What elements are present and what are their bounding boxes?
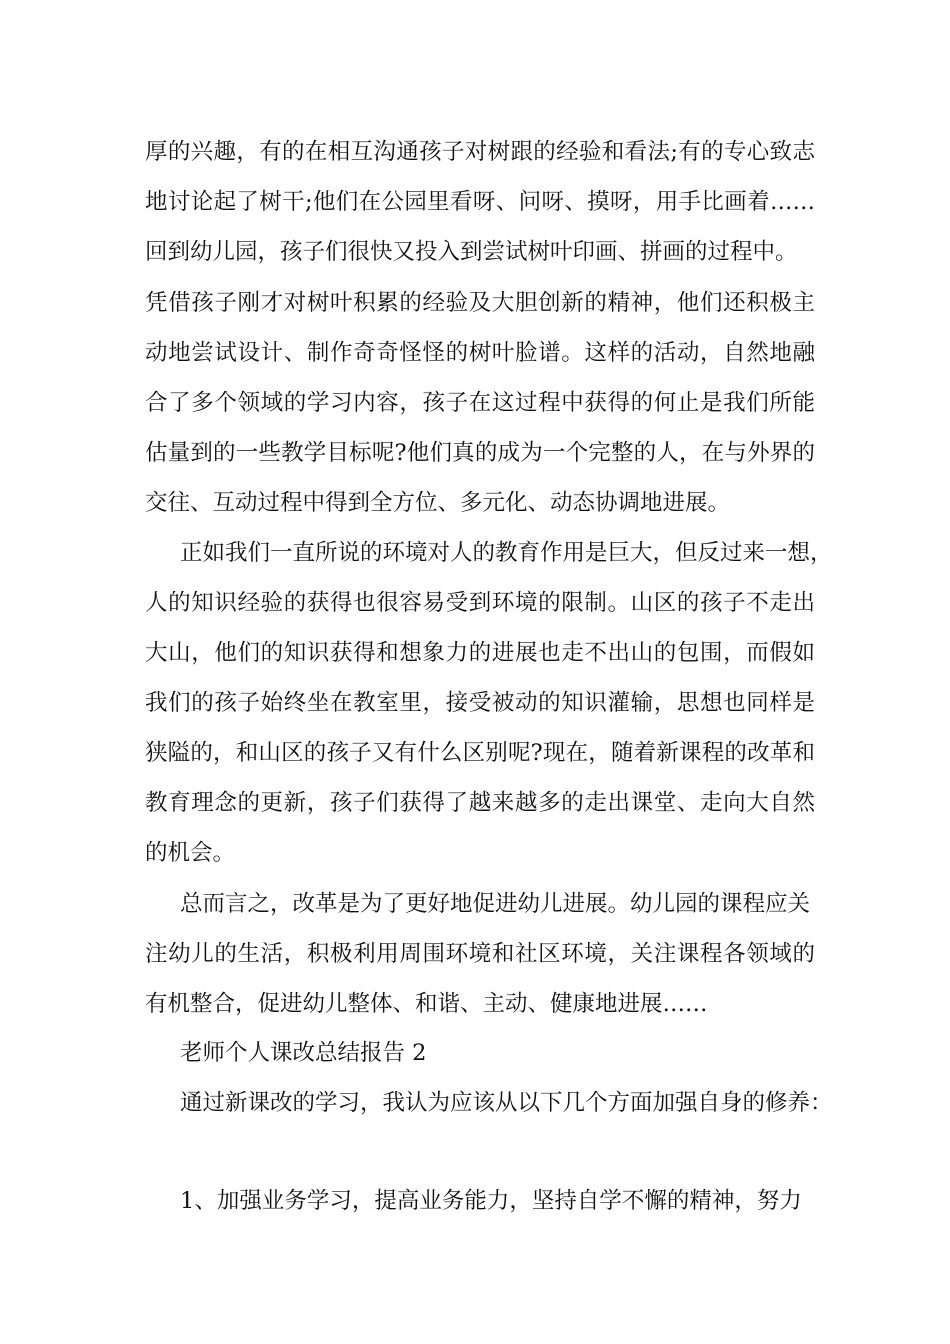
paragraph-line: 交往、互动过程中得到全方位、多元化、动态协调地进展。 bbox=[145, 490, 731, 516]
paragraph-line: 动地尝试设计、制作奇奇怪怪的树叶脸谱。这样的活动，自然地融 bbox=[145, 340, 815, 366]
paragraph-line: 地讨论起了树干;他们在公园里看呀、问呀、摸呀，用手比画着…… bbox=[145, 189, 815, 215]
paragraph-line: 凭借孩子刚才对树叶积累的经验及大胆创新的精神，他们还积极主 bbox=[145, 290, 815, 316]
paragraph-line: 合了多个领域的学习内容，孩子在这过程中获得的何止是我们所能 bbox=[145, 390, 815, 416]
paragraph-line: 有机整合，促进幼儿整体、和谐、主动、健康地进展…… bbox=[145, 991, 708, 1017]
paragraph-line: 通过新课改的学习，我认为应该从以下几个方面加强自身的修养： bbox=[180, 1090, 833, 1116]
section-heading: 老师个人课改总结报告 2 bbox=[180, 1040, 427, 1066]
paragraph-line: 厚的兴趣，有的在相互沟通孩子对树跟的经验和看法;有的专心致志 bbox=[145, 139, 815, 165]
paragraph-line: 狭隘的，和山区的孩子又有什么区别呢?现在，随着新课程的改革和 bbox=[145, 740, 815, 766]
paragraph-line: 估量到的一些教学目标呢?他们真的成为一个完整的人，在与外界的 bbox=[145, 440, 815, 466]
paragraph-line: 注幼儿的生活，积极利用周围环境和社区环境，关注课程各领域的 bbox=[145, 941, 815, 967]
paragraph-line: 大山，他们的知识获得和想象力的进展也走不出山的包围，而假如 bbox=[145, 640, 815, 666]
paragraph-line: 人的知识经验的获得也很容易受到环境的限制。山区的孩子不走出 bbox=[145, 590, 815, 616]
paragraph-line: 回到幼儿园，孩子们很快又投入到尝试树叶印画、拼画的过程中。 bbox=[145, 239, 798, 265]
paragraph-line: 正如我们一直所说的环境对人的教育作用是巨大，但反过来一想， bbox=[180, 540, 833, 566]
paragraph-line: 的机会。 bbox=[145, 840, 236, 866]
list-item: 1、加强业务学习，提高业务能力，坚持自学不懈的精神，努力 bbox=[180, 1188, 802, 1214]
paragraph-line: 教育理念的更新，孩子们获得了越来越多的走出课堂、走向大自然 bbox=[145, 790, 815, 816]
paragraph-line: 我们的孩子始终坐在教室里，接受被动的知识灌输，思想也同样是 bbox=[145, 690, 815, 716]
paragraph-line: 总而言之，改革是为了更好地促进幼儿进展。幼儿园的课程应关 bbox=[180, 891, 811, 917]
